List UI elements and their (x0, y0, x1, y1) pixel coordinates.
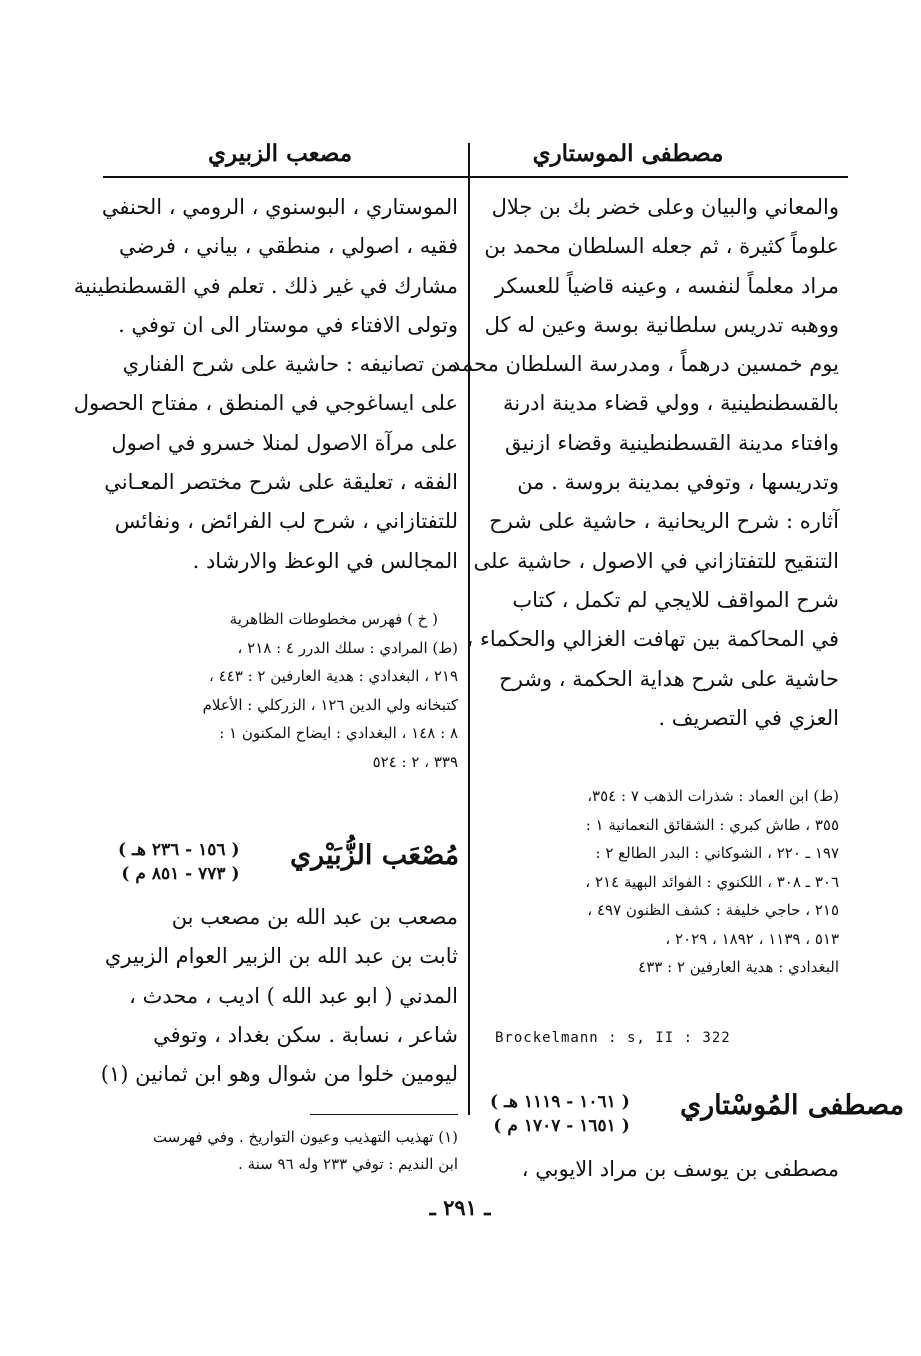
text-line: العزي في التصريف . (658, 705, 839, 730)
text-line: والمعاني والبيان وعلى خضر بك بن جلال (491, 195, 839, 219)
left-column-references (103, 605, 458, 776)
text-line: مشارك في غير ذلك . تعلم في القسطنطينية (73, 273, 458, 298)
entry-dates-musab (118, 838, 240, 886)
footnote-line: (١) تهذيب التهذيب وعيون التواريخ . وفي فهرست (152, 1128, 458, 1146)
entry-dates-mustafa (490, 1090, 630, 1138)
text-line: يوم خمسين درهماً ، ومدرسة السلطان محمد (450, 352, 839, 377)
text-line: ليومين خلوا من شوال وهو ابن ثمانين (١) (100, 1062, 458, 1087)
reference-line: البغدادي : هدية العارفين ٢ : ٤٣٣ (638, 958, 839, 976)
text-line: بالقسطنطينية ، وولي قضاء مدينة ادرنة (502, 391, 839, 416)
reference-line: ( خ ) فهرس مخطوطات الظاهرية (229, 610, 438, 628)
reference-line: (ط) ابن العماد : شذرات الذهب ٧ : ٣٥٤، (587, 787, 839, 805)
text-line: مراد معلماً لنفسه ، وعينه قاضياً للعسكر (494, 273, 839, 298)
entry-body-musab (100, 898, 458, 1094)
footnote-line: ابن النديم : توفي ٢٣٣ وله ٩٦ سنة . (238, 1155, 458, 1173)
text-line: ثابت بن عبد الله بن الزبير العوام الزبيري (104, 944, 458, 969)
reference-line: ٢١٩ ، البغدادي : هدية العارفين ٢ : ٤٤٣ ، (209, 667, 458, 685)
reference-line: ٢١٥ ، حاجي خليفة : كشف الظنون ٤٩٧ ، (587, 901, 839, 919)
text-line: ووهبه تدريس سلطانية بوسة وعين له كل (484, 312, 839, 337)
running-header-right: مصطفى الموستاري (532, 140, 724, 167)
text-line: فقيه ، اصولي ، منطقي ، بياني ، فرضي (118, 234, 458, 259)
entry-title-mustafa: مصطفى المُوسْتاري (680, 1090, 905, 1121)
text-line: شرح المواقف للايجي لم تكمل ، كتاب (512, 587, 839, 612)
text-line: الموستاري ، البوسنوي ، الرومي ، الحنفي (101, 195, 458, 219)
header-rule (103, 176, 848, 178)
text-line: مصعب بن عبد الله بن مصعب بن (171, 905, 458, 929)
text-line: آثاره : شرح الريحانية ، حاشية على شرح (489, 509, 839, 534)
reference-line: كتبخانه ولي الدين ١٢٦ ، الزركلي : الأعلام (202, 695, 458, 714)
reference-line: ٥١٣ ، ١١٣٩ ، ١٨٩٢ ، ٢٠٢٩ ، (665, 929, 839, 948)
text-line: على مرآة الاصول لمنلا خسرو في اصول (111, 430, 458, 455)
running-header-left: مصعب الزبيري (207, 140, 353, 167)
right-column-references (483, 782, 839, 982)
reference-line: ٣٣٩ ، ٢ : ٥٢٤ (372, 752, 458, 771)
hijri-dates: ( ١٠٦١ - ١١١٩ هـ ) (490, 1092, 630, 1112)
text-line: علوماً كثيرة ، ثم جعله السلطان محمد بن (484, 234, 839, 259)
gregorian-dates: ( ١٦٥١ - ١٧٠٧ م ) (493, 1116, 630, 1136)
page-number: ـ ٢٩١ ـ (429, 1195, 491, 1220)
text-line: شاعر ، نسابة . سكن بغداد ، وتوفي (153, 1022, 458, 1047)
text-line: من تصانيفه : حاشية على شرح الفناري (122, 352, 458, 377)
reference-line: ٣٠٦ ـ ٣٠٨ ، اللكنوي : الفوائد البهية ٢١٤ ، (585, 872, 839, 891)
reference-line: ٣٥٥ ، طاش كبري : الشقائق النعمانية ١ : (585, 815, 839, 834)
left-column-body (73, 188, 458, 581)
text-line: الفقه ، تعليقة على شرح مختصر المعـاني (104, 470, 458, 495)
reference-line: ٨ : ١٤٨ ، البغدادي : ايضاح المكنون ١ : (219, 724, 458, 742)
gregorian-dates: ( ٧٧٣ - ٨٥١ م ) (121, 864, 240, 884)
text-line: مصطفى بن يوسف بن مراد الايوبي ، (521, 1157, 839, 1181)
hijri-dates: ( ١٥٦ - ٢٣٦ هـ ) (118, 840, 240, 860)
text-line: المدني ( ابو عبد الله ) اديب ، محدث ، (129, 983, 458, 1008)
text-line: وتدريسها ، وتوفي بمدينة بروسة . من (517, 470, 839, 495)
text-line: في المحاكمة بين تهافت الغزالي والحكماء ، (466, 627, 839, 652)
footnote (103, 1124, 458, 1178)
text-line: وافتاء مدينة القسطنطينية وقضاء ازنيق (504, 430, 839, 455)
entry-start-mustafa (483, 1150, 839, 1189)
reference-line: ١٩٧ ـ ٢٢٠ ، الشوكاني : البدر الطالع ٢ : (595, 844, 839, 862)
latin-reference: Brockelmann : s, II : 322 (495, 1030, 731, 1046)
text-line: وتولى الافتاء في موستار الى ان توفي . (118, 312, 458, 337)
text-line: التنقيح للتفتازاني في الاصول ، حاشية على (473, 548, 839, 573)
text-line: المجالس في الوعظ والارشاد . (192, 548, 458, 573)
text-line: على ايساغوجي في المنطق ، مفتاح الحصول (73, 391, 458, 416)
text-line: للتفتازاني ، شرح لب الفرائض ، ونفائس (114, 509, 458, 534)
footnote-rule (310, 1114, 458, 1115)
text-line: حاشية على شرح هداية الحكمة ، وشرح (499, 666, 839, 691)
right-column-body (450, 188, 839, 738)
reference-line: (ط) المرادي : سلك الدرر ٤ : ٢١٨ ، (237, 638, 458, 657)
entry-title-musab: مُصْعَب الزُّبَيْري (290, 840, 460, 871)
